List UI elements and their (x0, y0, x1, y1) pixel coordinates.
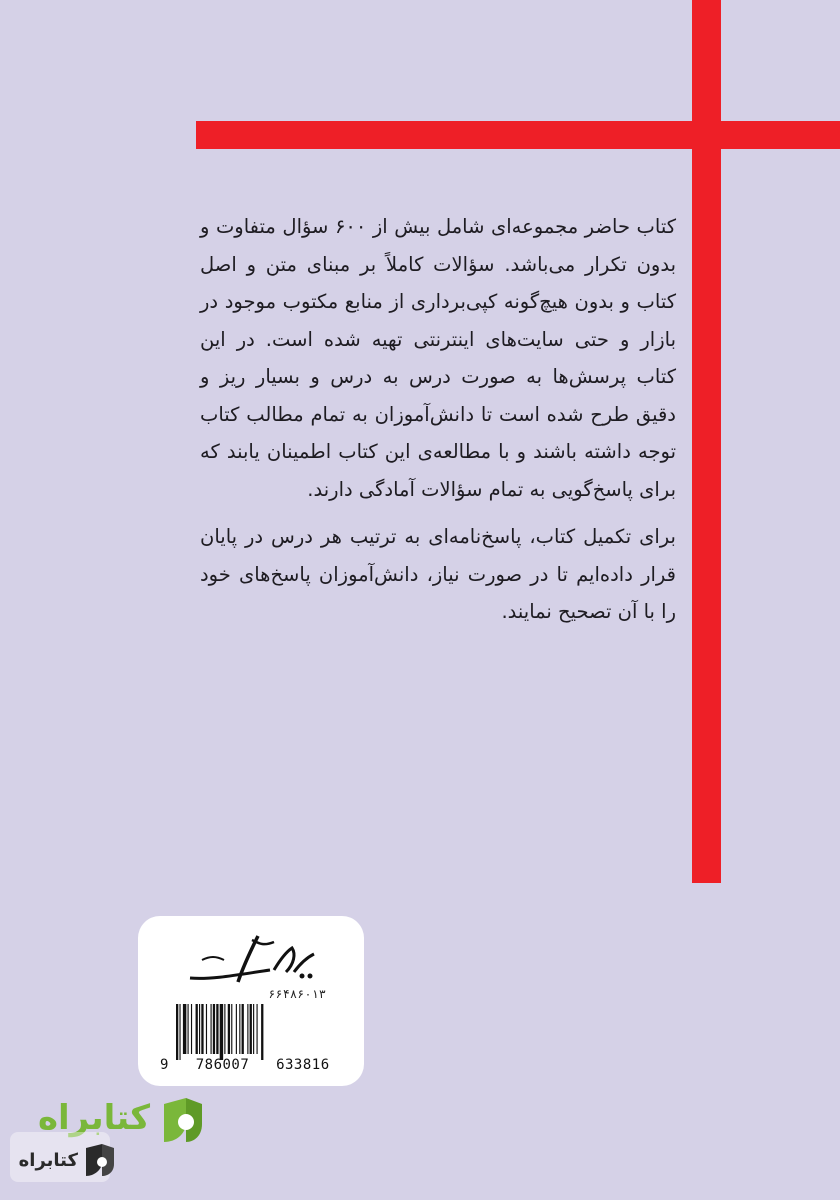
isbn-number: 9 786007 633816 (160, 1057, 330, 1073)
watermark-brand-text: کتابراه (37, 1098, 150, 1138)
back-cover-description (200, 208, 676, 631)
publisher-phone: ۶۶۴۸۶۰۱۳ (268, 987, 326, 1001)
red-horizontal-bar (196, 121, 840, 149)
description-paragraph-1: کتاب حاضر مجموعه‌ای شامل بیش از ۶۰۰ سؤال متفاوت و بدون تکرار می‌باشد. سؤالات کاملاً بر مبنای متن و اصل کتاب و بدون هیچ‌گونه کپی‌برداری از منابع مکتوب موجود در بازار و حتی سایت‌های اینترنتی تهیه شده است. در این کتاب پرسش‌ها به صورت درس به درس و بسیار ریز و دقیق طرح شده است تا دانش‌آموزان به تمام مطالب کتاب توجه داشته باشند و با مطالعه‌ی این کتاب اطمینان یابند که برای پاسخ‌گویی به تمام سؤالات آمادگی دارند. (200, 215, 677, 501)
ketabrah-small-logo-icon (82, 1142, 118, 1178)
isbn-barcode (174, 1004, 326, 1060)
watermark-brand-text-small: کتابراه (18, 1150, 78, 1171)
ketabrah-watermark (18, 1090, 212, 1190)
description-paragraph-2: برای تکمیل کتاب، پاسخ‌نامه‌ای به ترتیب هر درس در پایان قرار داده‌ایم تا در صورت نیاز، دانش‌آموزان پاسخ‌های خود را با آن تصحیح نمایند. (200, 525, 676, 623)
barcode-card (138, 916, 364, 1086)
publisher-logo-icon (182, 930, 324, 990)
ketabrah-logo-icon (156, 1094, 208, 1146)
